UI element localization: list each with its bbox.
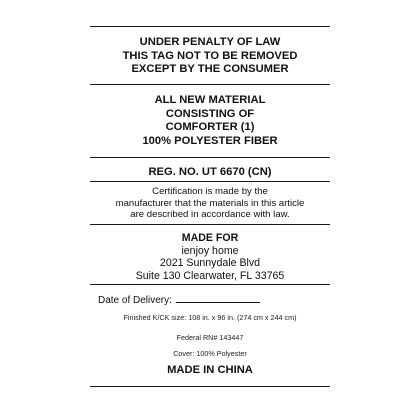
divider-3 [90, 181, 330, 182]
warning-line-2: THIS TAG NOT TO BE REMOVED [122, 49, 298, 62]
finished-size: Finished K/CK size: 108 in. x 96 in. (274 cm x 244 cm) [123, 313, 297, 322]
country-of-origin: MADE IN CHINA [167, 364, 253, 376]
registration-number: REG. NO. UT 6670 (CN) [148, 166, 272, 178]
divider-2 [90, 157, 330, 158]
company-suite: Suite 130 Clearwater, FL 33765 [135, 269, 285, 282]
certification-line-1: Certification is made by the [152, 186, 268, 197]
cover-content: Cover: 100% Polyester [173, 349, 247, 358]
divider-5 [90, 284, 330, 285]
material-line-2: CONSISTING OF [165, 107, 255, 120]
delivery-date-blank [176, 294, 260, 303]
certification-section [90, 186, 330, 221]
divider-1 [90, 84, 330, 85]
certification-line-2: manufacturer that the materials in this article [115, 197, 305, 209]
material-section [90, 94, 330, 149]
law-tag-label [90, 0, 330, 400]
material-line-1: ALL NEW MATERIAL [154, 94, 266, 106]
divider-bottom [90, 386, 330, 387]
delivery-date-label: Date of Delivery: [98, 295, 172, 306]
warning-line-3: EXCEPT BY THE CONSUMER [131, 63, 289, 76]
warning-section [90, 36, 330, 77]
company-street: 2021 Sunnydale Blvd [159, 257, 261, 269]
delivery-date-row [98, 294, 330, 306]
federal-rn: Federal RN# 143447 [176, 333, 244, 342]
made-for-heading: MADE FOR [181, 232, 239, 244]
company-name: ienjoy home [181, 244, 239, 257]
divider-4 [90, 224, 330, 225]
material-line-4: 100% POLYESTER FIBER [142, 134, 278, 147]
made-for-section [90, 232, 330, 282]
certification-line-3: are described in accordance with law. [130, 209, 290, 220]
divider-top [90, 26, 330, 27]
warning-line-1: UNDER PENALTY OF LAW [139, 36, 281, 48]
material-line-3: COMFORTER (1) [165, 121, 255, 134]
